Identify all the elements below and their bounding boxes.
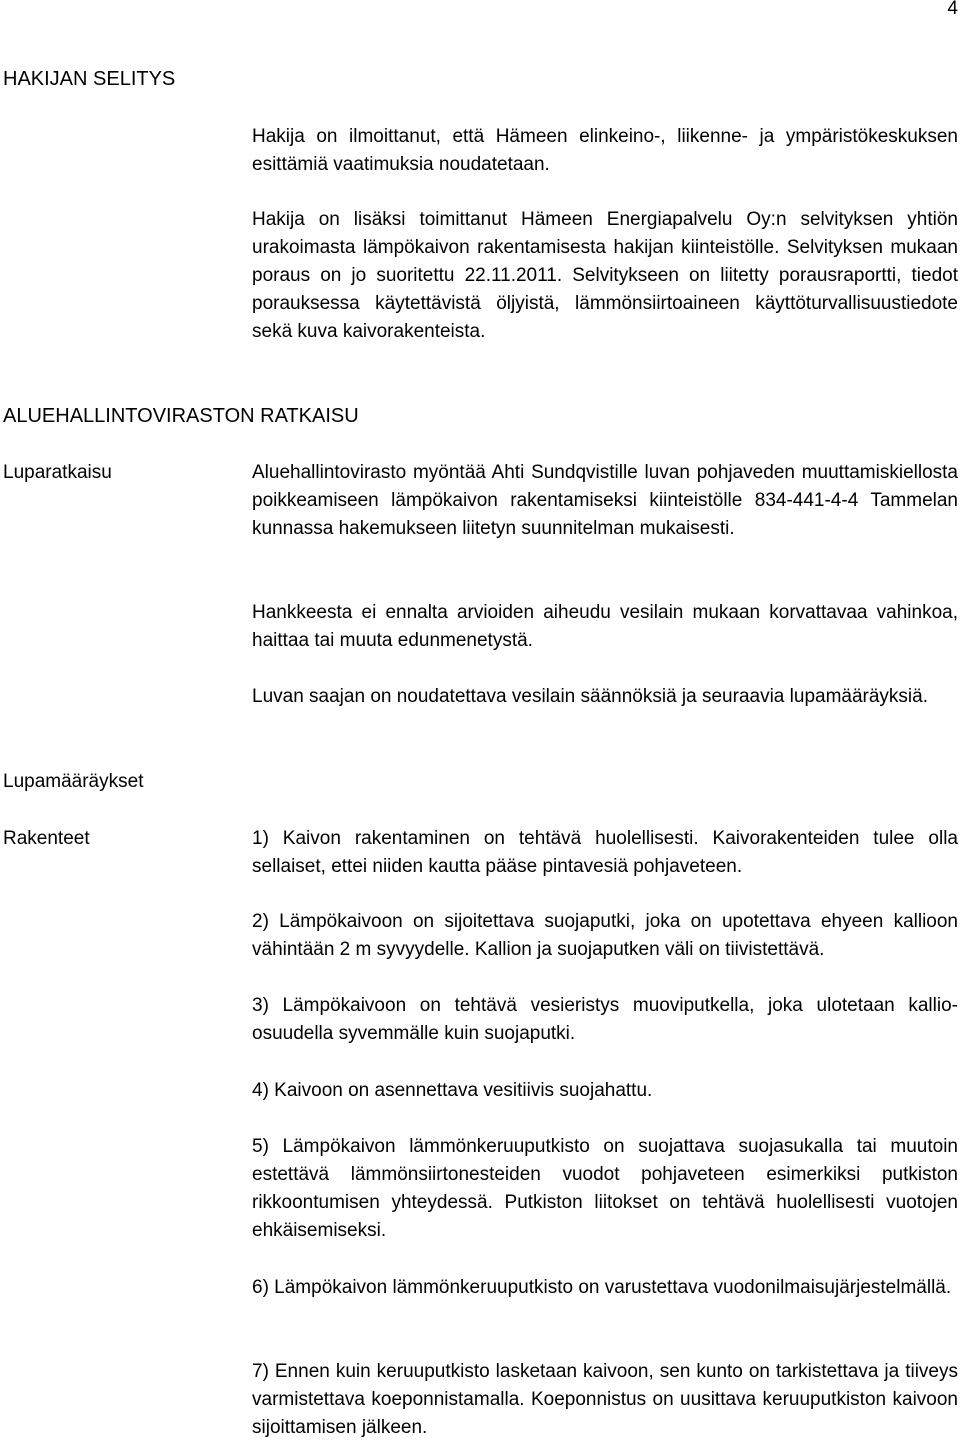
lupamaarays-item-4: 4) Kaivoon on asennettava vesitiivis suojahattu. (252, 1080, 653, 1101)
hakijan-selitys-paragraph-2: Hakija on lisäksi toimittanut Hämeen Energiapalvelu Oy:n selvityksen yhtiön urakoimasta lämpökaivon rakentamisesta hakijan kiinteistölle. Selvityksen mukaan poraus on jo suoritettu 22.11.2011. Selvitykseen on liitetty porausraportti, tiedot porauksessa käytettävistä öljyistä, lämmönsiirtoaineen käyttöturvallisuustiedote sekä kuva kaivorakenteista. (252, 209, 958, 342)
lupamaarays-item-1: 1) Kaivon rakentaminen on tehtävä huolellisesti. Kaivorakenteiden tulee olla sellaiset, ettei niiden kautta pääse pintavesiä pohjaveteen. (252, 828, 958, 877)
lupamaarays-item-7: 7) Ennen kuin keruuputkisto lasketaan kaivoon, sen kunto on tarkistettava ja tiiveys varmistettava koeponnistamalla. Koeponnistus on uusittava keruuputkiston kaivoon sijoittamisen jälkeen. (252, 1361, 958, 1438)
rakenteet-label: Rakenteet (3, 828, 90, 849)
lupamaarays-item-2: 2) Lämpökaivoon on sijoitettava suojaputki, joka on upotettava ehyeen kallioon vähintään 2 m syvyydelle. Kallion ja suojaputken väli on tiivistettävä. (252, 911, 958, 960)
lupamaaraykset-label: Lupamääräykset (3, 771, 144, 792)
page-number: 4 (947, 0, 958, 19)
hakijan-selitys-paragraph-1: Hakija on ilmoittanut, että Hämeen elinkeino-, liikenne- ja ympäristökeskuksen esittämiä vaatimuksia noudatetaan. (252, 126, 958, 175)
ratkaisu-paragraph-1: Aluehallintovirasto myöntää Ahti Sundqvistille luvan pohjaveden muuttamiskiellosta poikkeamiseen lämpökaivon rakentamiseksi kiinteistölle 834-441-4-4 Tammelan kunnassa hakemukseen liitetyn suunnitelman mukaisesti. (252, 462, 958, 539)
ratkaisu-paragraph-3: Luvan saajan on noudatettava vesilain säännöksiä ja seuraavia lupamääräyksiä. (252, 686, 928, 707)
ratkaisu-paragraph-2: Hankkeesta ei ennalta arvioiden aiheudu vesilain mukaan korvattavaa vahinkoa, haittaa tai muuta edunmenetystä. (252, 602, 958, 651)
section-heading-ratkaisu: ALUEHALLINTOVIRASTON RATKAISU (3, 405, 359, 427)
section-heading-hakijan-selitys: HAKIJAN SELITYS (3, 68, 176, 90)
lupamaarays-item-6: 6) Lämpökaivon lämmönkeruuputkisto on varustettava vuodonilmaisujärjestelmällä. (252, 1277, 952, 1298)
lupamaarays-item-3: 3) Lämpökaivoon on tehtävä vesieristys muoviputkella, joka ulotetaan kallio-osuudella syvemmälle kuin suojaputki. (252, 995, 958, 1044)
luparatkaisu-label: Luparatkaisu (3, 462, 112, 483)
lupamaarays-item-5: 5) Lämpökaivon lämmönkeruuputkisto on suojattava suojasukalla tai muutoin estettävä lämmönsiirtonesteiden vuodot pohjaveteen esimerkiksi putkiston rikkoontumisen yhteydessä. Putkiston liitokset on tehtävä huolellisesti vuotojen ehkäisemiseksi. (252, 1136, 958, 1241)
